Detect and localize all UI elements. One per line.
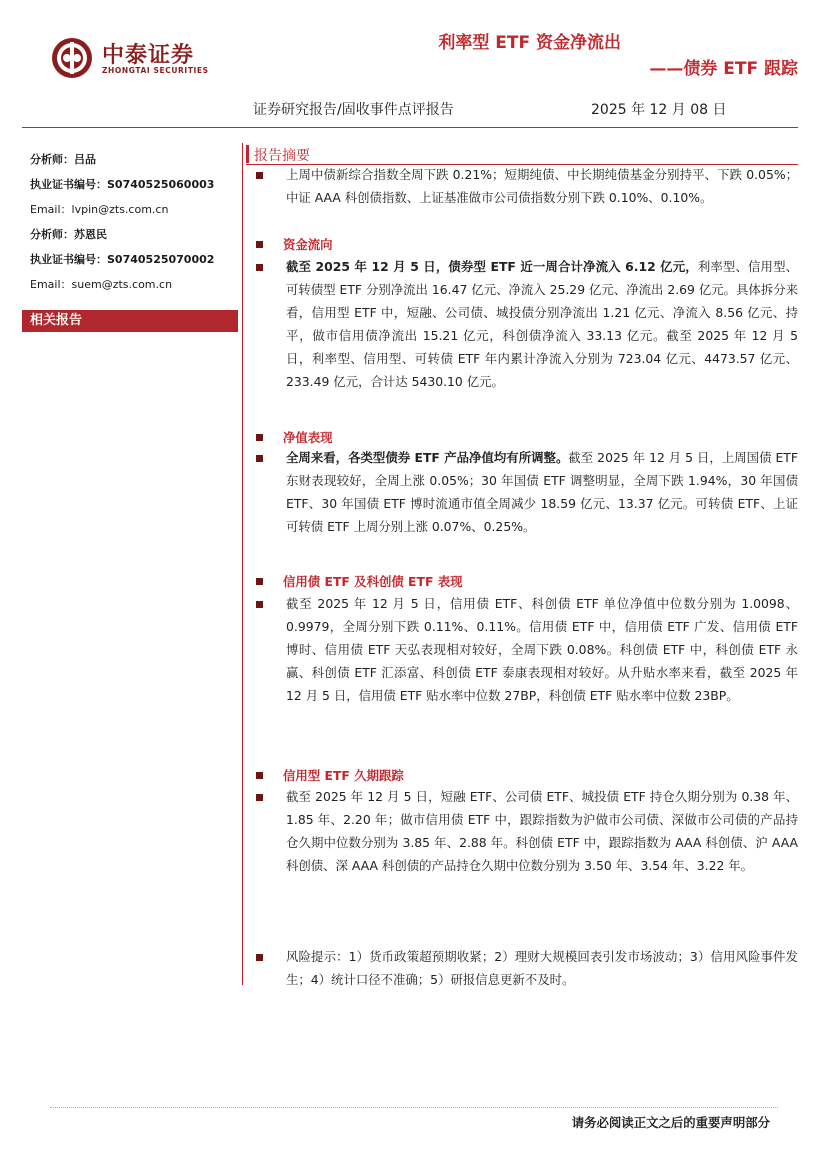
section-title-text: 资金流向: [283, 237, 333, 252]
column-divider: [242, 143, 243, 985]
analyst-name-label: 分析师：: [30, 228, 74, 241]
paragraph-text: 截至 2025 年 12 月 5 日，上周国债 ETF 东财表现较好，全周上涨 0.05%；30 年国债 ETF 调整明显，全周下跌 1.94%，30 年国债 ETF、30 年国债 ETF 博时流通市值全周减少 18.59 亿元、13.37 亿元。可转债 ETF、上证可转债 ETF 上周分别上涨 0.07%、0.25%。: [286, 450, 799, 534]
analyst-email[interactable]: lvpin@zts.com.cn: [71, 203, 169, 216]
report-type: 证券研究报告/固收事件点评报告: [253, 102, 454, 118]
footer-disclaimer: 请务必阅读正文之后的重要声明部分: [571, 1115, 770, 1130]
summary-header-bar: [246, 145, 249, 163]
section-title-fund-flow: [256, 235, 333, 253]
analyst-name: 苏恩民: [74, 228, 107, 241]
paragraph-body: [286, 255, 798, 393]
analyst-email-row: [30, 202, 238, 227]
analyst-name-label: 分析师：: [30, 153, 74, 166]
bullet-icon: [256, 241, 263, 248]
section-title-text: 信用债 ETF 及科创债 ETF 表现: [283, 574, 463, 589]
bullet-icon: [256, 434, 263, 441]
analyst-email-label: Email：: [30, 203, 72, 216]
summary-intro: [258, 163, 798, 209]
summary-header: [246, 144, 798, 165]
analyst-cert-label: 执业证书编号：: [30, 253, 107, 266]
paragraph-text: 截至 2025 年 12 月 5 日，信用债 ETF、科创债 ETF 单位净值中位数分别为 1.0098、0.9979，全周分别下跌 0.11%、0.11%。信用债 ETF 中，信用债 ETF 广发、信用债 ETF 博时、信用债 ETF 天弘表现相对较好，全周下跌 0.08%。科创债 ETF 中，科创债 ETF 永赢、科创债 ETF 汇添富、科创债 ETF 泰康表现相对较好。从升贴水率来看，截至 2025 年 12 月 5 日，信用债 ETF 贴水率中位数 27BP，科创债 ETF 贴水率中位数 23BP。: [286, 596, 798, 703]
paragraph-lead: 全周来看，各类型债券 ETF 产品净值均有所调整。: [286, 450, 569, 465]
section-paragraph-credit-etf: [258, 592, 798, 707]
bullet-icon: [256, 455, 263, 462]
report-title: 利率型 ETF 资金净流出: [438, 33, 621, 53]
bullet-icon: [256, 954, 263, 961]
bullet-icon: [256, 794, 263, 801]
brand-name-cn: 中泰证券: [102, 43, 195, 68]
bullet-icon: [256, 264, 263, 271]
paragraph-text: 风险提示：1）货币政策超预期收紧；2）理财大规模回表引发市场波动；3）信用风险事件发生；4）统计口径不准确；5）研报信息更新不及时。: [286, 949, 798, 987]
analyst-cert-label: 执业证书编号：: [30, 178, 107, 191]
analyst-name: 吕品: [74, 153, 96, 166]
section-paragraph-duration: [258, 785, 798, 877]
paragraph-text: 利率型、信用型、可转债型 ETF 分别净流出 16.47 亿元、净流入 25.29 亿元、净流出 2.69 亿元。具体拆分来看，信用型 ETF 中，短融、公司债、城投债分别净流出 1.21 亿元、净流入 8.56 亿元、持平，做市信用债净流出 15.21 亿元，科创债净流入 33.13 亿元。截至 2025 年 12 月 5 日，利率型、信用型、可转债 ETF 年内累计净流入分别为 723.04 亿元、4473.57 亿元、233.49 亿元，合计达 5430.10 亿元。: [286, 259, 798, 389]
report-date: 2025 年 12 月 08 日: [591, 102, 727, 118]
brand-name-en: ZHONGTAI SECURITIES: [102, 66, 209, 75]
analyst-cert-row: [30, 177, 238, 202]
section-title-duration: [256, 766, 404, 784]
section-title-text: 信用型 ETF 久期跟踪: [283, 768, 404, 783]
bullet-icon: [256, 601, 263, 608]
bullet-icon: [256, 772, 263, 779]
header-divider: [22, 127, 798, 128]
section-title-text: 净值表现: [283, 430, 333, 445]
summary-heading: 报告摘要: [254, 148, 310, 164]
zhongtai-logo-icon: [50, 36, 94, 80]
analyst-name-row: [30, 152, 238, 177]
analyst-cert-row: [30, 252, 238, 277]
analyst-name-row: [30, 227, 238, 252]
paragraph-lead: 截至 2025 年 12 月 5 日，债券型 ETF 近一周合计净流入 6.12 亿元，: [286, 259, 698, 274]
analyst-cert: S0740525060003: [107, 178, 215, 191]
section-title-nav-performance: [256, 428, 333, 446]
report-subtitle: ——债券 ETF 跟踪: [649, 59, 798, 79]
related-reports-heading: 相关报告: [22, 310, 238, 332]
footer-divider: [50, 1107, 778, 1108]
analyst-email-row: [30, 277, 238, 302]
section-paragraph-fund-flow: [258, 255, 798, 393]
paragraph-body: [286, 446, 798, 538]
section-title-credit-etf: [256, 572, 463, 590]
risk-warning: [258, 945, 798, 991]
bullet-icon: [256, 578, 263, 585]
paragraph-text: 截至 2025 年 12 月 5 日，短融 ETF、公司债 ETF、城投债 ETF 持仓久期分别为 0.38 年、1.85 年、2.20 年；做市信用债 ETF 中，跟踪指数为沪做市公司债、深做市公司债的产品持仓久期中位数分别为 3.85 年、2.88 年。科创债 ETF 中，跟踪指数为 AAA 科创债、沪 AAA 科创债、深 AAA 科创债的产品持仓久期中位数分别为 3.50 年、3.54 年、3.22 年。: [286, 789, 798, 873]
analyst-sidebar: [30, 152, 238, 302]
bullet-icon: [256, 172, 263, 179]
analyst-email[interactable]: suem@zts.com.cn: [71, 278, 173, 291]
analyst-cert: S0740525070002: [107, 253, 215, 266]
section-paragraph-nav-performance: [258, 446, 798, 538]
analyst-email-label: Email：: [30, 278, 72, 291]
paragraph-text: 上周中债新综合指数全周下跌 0.21%；短期纯债、中长期纯债基金分别持平、下跌 0.05%；中证 AAA 科创债指数、上证基准做市公司债指数分别下跌 0.10%、0.10%。: [286, 167, 798, 205]
